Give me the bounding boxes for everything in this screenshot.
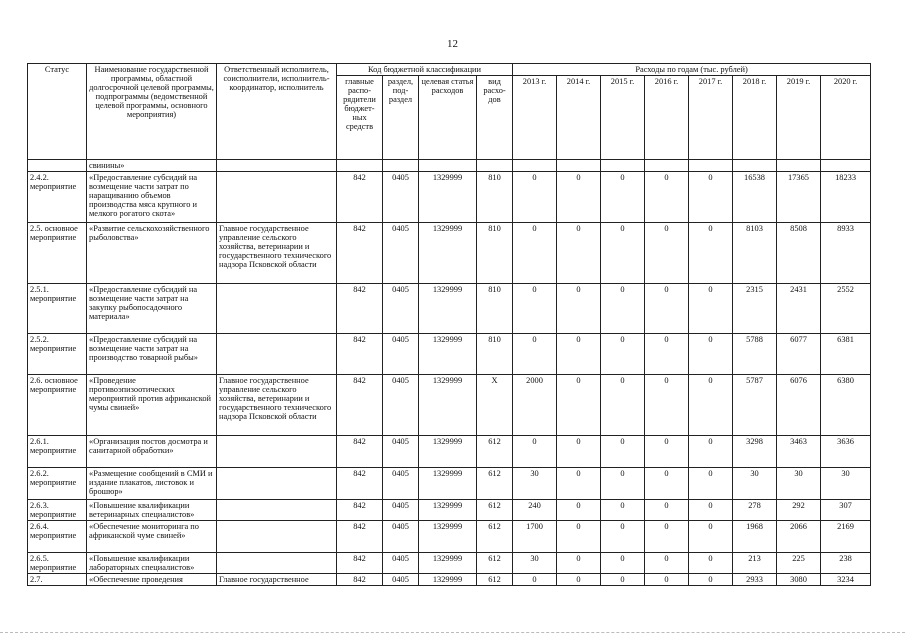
row-expense-value: 0: [557, 284, 601, 334]
row-expense-value: 240: [513, 500, 557, 521]
row-vr: 612: [477, 436, 513, 468]
row-responsible: [217, 160, 337, 172]
row-expense-value: 0: [689, 468, 733, 500]
row-grbs: 842: [337, 500, 383, 521]
row-expense-value: 3298: [733, 436, 777, 468]
row-expense-value: 0: [645, 574, 689, 586]
row-expense-value: 3463: [777, 436, 821, 468]
row-expense-value: 0: [645, 375, 689, 436]
row-expense-value: 0: [601, 284, 645, 334]
header-csr: целевая статья расходов: [419, 76, 477, 160]
row-expense-value: 2000: [513, 375, 557, 436]
table-row: [28, 160, 871, 172]
row-status: 2.5.1. мероприятие: [28, 284, 87, 334]
row-expense-value: 0: [557, 574, 601, 586]
row-expense-value: 0: [689, 574, 733, 586]
row-expense-value: 0: [645, 468, 689, 500]
row-vr: X: [477, 375, 513, 436]
header-year: 2016 г.: [645, 76, 689, 160]
row-status: 2.6.2. мероприятие: [28, 468, 87, 500]
row-expense-value: 30: [777, 468, 821, 500]
row-csr: 1329999: [419, 500, 477, 521]
row-name: «Предоставление субсидий на возмещение части затрат по наращиванию объемов производства мяса крупного и мелкого рогатого скота»: [87, 172, 217, 223]
table-row: [28, 521, 871, 553]
scan-edge-line: [0, 632, 905, 634]
row-expense-value: 0: [557, 436, 601, 468]
row-razdel: 0405: [383, 574, 419, 586]
header-row-1: [28, 64, 871, 76]
row-status: 2.6.1. мероприятие: [28, 436, 87, 468]
row-expense-value: 16538: [733, 172, 777, 223]
row-name: «Проведение противоэпизоотических мероприятий против африканской чумы свиней»: [87, 375, 217, 436]
row-expense-value: 0: [513, 436, 557, 468]
table-row: [28, 574, 871, 586]
row-responsible: [217, 334, 337, 375]
row-status: 2.6. основное мероприятие: [28, 375, 87, 436]
row-razdel: [383, 160, 419, 172]
row-expense-value: 30: [821, 468, 871, 500]
header-razdel: раздел, под-раздел: [383, 76, 419, 160]
row-responsible: [217, 468, 337, 500]
row-expense-value: 0: [513, 223, 557, 284]
row-vr: 810: [477, 284, 513, 334]
header-expenses: Расходы по годам (тыс. рублей): [513, 64, 871, 76]
row-expense-value: 5788: [733, 334, 777, 375]
row-responsible: [217, 553, 337, 574]
header-year: 2020 г.: [821, 76, 871, 160]
row-expense-value: 0: [601, 574, 645, 586]
row-razdel: 0405: [383, 500, 419, 521]
row-expense-value: [689, 160, 733, 172]
row-expense-value: 0: [689, 223, 733, 284]
row-csr: [419, 160, 477, 172]
header-vr: вид расхо-дов: [477, 76, 513, 160]
row-csr: 1329999: [419, 436, 477, 468]
row-responsible: [217, 436, 337, 468]
row-razdel: 0405: [383, 375, 419, 436]
row-status: 2.6.4. мероприятие: [28, 521, 87, 553]
row-expense-value: 0: [689, 334, 733, 375]
table-row: [28, 334, 871, 375]
table-row: [28, 468, 871, 500]
row-name: «Организация постов досмотра и санитарной обработки»: [87, 436, 217, 468]
row-expense-value: 0: [557, 375, 601, 436]
row-expense-value: 225: [777, 553, 821, 574]
row-grbs: 842: [337, 172, 383, 223]
row-status: 2.6.5. мероприятие: [28, 553, 87, 574]
row-expense-value: 0: [601, 334, 645, 375]
row-vr: 612: [477, 468, 513, 500]
row-name: «Обеспечение мониторинга по африканской чуме свиней»: [87, 521, 217, 553]
row-razdel: 0405: [383, 284, 419, 334]
header-year: 2013 г.: [513, 76, 557, 160]
row-grbs: 842: [337, 284, 383, 334]
row-expense-value: 0: [513, 284, 557, 334]
row-name: «Повышение квалификации ветеринарных специалистов»: [87, 500, 217, 521]
row-csr: 1329999: [419, 334, 477, 375]
row-expense-value: 0: [645, 521, 689, 553]
row-status: 2.5.2. мероприятие: [28, 334, 87, 375]
row-expense-value: 0: [645, 500, 689, 521]
row-expense-value: 0: [557, 521, 601, 553]
row-csr: 1329999: [419, 553, 477, 574]
row-expense-value: [777, 160, 821, 172]
row-expense-value: 6381: [821, 334, 871, 375]
row-expense-value: 0: [689, 521, 733, 553]
row-expense-value: 0: [601, 436, 645, 468]
row-expense-value: 0: [601, 375, 645, 436]
row-expense-value: 0: [601, 500, 645, 521]
row-expense-value: 0: [645, 284, 689, 334]
row-responsible: [217, 172, 337, 223]
table-row: [28, 553, 871, 574]
row-grbs: 842: [337, 223, 383, 284]
row-razdel: 0405: [383, 334, 419, 375]
row-expense-value: 238: [821, 553, 871, 574]
row-expense-value: 17365: [777, 172, 821, 223]
row-status: [28, 160, 87, 172]
row-expense-value: 278: [733, 500, 777, 521]
row-expense-value: 0: [689, 375, 733, 436]
row-expense-value: 0: [645, 334, 689, 375]
row-status: 2.7.: [28, 574, 87, 586]
table-row: [28, 375, 871, 436]
row-expense-value: 0: [689, 284, 733, 334]
row-expense-value: 0: [557, 223, 601, 284]
row-expense-value: 0: [645, 172, 689, 223]
row-csr: 1329999: [419, 521, 477, 553]
row-expense-value: 1968: [733, 521, 777, 553]
row-responsible: Главное государственное: [217, 574, 337, 586]
row-name: «Повышение квалификации лабораторных специалистов»: [87, 553, 217, 574]
header-name: Наименование государственной программы, областной долгосрочной целевой программы, подпрограммы (ведомственной целевой программы, основного мероприятия): [87, 64, 217, 160]
row-expense-value: 2315: [733, 284, 777, 334]
row-responsible: [217, 284, 337, 334]
header-year: 2014 г.: [557, 76, 601, 160]
row-expense-value: 292: [777, 500, 821, 521]
header-status: Статус: [28, 64, 87, 160]
row-status: 2.4.2. мероприятие: [28, 172, 87, 223]
row-responsible: [217, 521, 337, 553]
row-razdel: 0405: [383, 553, 419, 574]
row-expense-value: 307: [821, 500, 871, 521]
row-csr: 1329999: [419, 172, 477, 223]
table-row: [28, 172, 871, 223]
row-vr: 612: [477, 521, 513, 553]
row-name: свинины»: [87, 160, 217, 172]
row-expense-value: 0: [557, 468, 601, 500]
row-grbs: 842: [337, 574, 383, 586]
row-expense-value: 5787: [733, 375, 777, 436]
row-vr: 612: [477, 553, 513, 574]
header-grbs: главные распо-рядители бюджет-ных средств: [337, 76, 383, 160]
row-expense-value: 0: [557, 553, 601, 574]
row-status: 2.6.3. мероприятие: [28, 500, 87, 521]
row-expense-value: 30: [513, 553, 557, 574]
row-expense-value: 0: [689, 500, 733, 521]
row-expense-value: 18233: [821, 172, 871, 223]
header-budget-code: Код бюджетной классификации: [337, 64, 513, 76]
header-year: 2017 г.: [689, 76, 733, 160]
row-responsible: Главное государственное управление сельского хозяйства, ветеринарии и государственного технического надзора Псковской области: [217, 223, 337, 284]
row-expense-value: 0: [601, 521, 645, 553]
row-vr: [477, 160, 513, 172]
row-status: 2.5. основное мероприятие: [28, 223, 87, 284]
page-number: 12: [447, 38, 458, 50]
header-responsible: Ответственный исполнитель, соисполнители, исполнитель-координатор, исполнитель: [217, 64, 337, 160]
row-expense-value: 3234: [821, 574, 871, 586]
row-expense-value: 0: [689, 553, 733, 574]
row-expense-value: 213: [733, 553, 777, 574]
row-name: «Обеспечение проведения: [87, 574, 217, 586]
row-grbs: 842: [337, 334, 383, 375]
row-expense-value: 0: [557, 172, 601, 223]
row-expense-value: 2933: [733, 574, 777, 586]
row-expense-value: 0: [601, 172, 645, 223]
row-expense-value: 0: [513, 574, 557, 586]
row-expense-value: 8508: [777, 223, 821, 284]
row-vr: 612: [477, 500, 513, 521]
row-expense-value: 0: [645, 223, 689, 284]
row-expense-value: 1700: [513, 521, 557, 553]
row-name: «Развитие сельскохозяйственного рыболовства»: [87, 223, 217, 284]
row-expense-value: 30: [733, 468, 777, 500]
header-year: 2015 г.: [601, 76, 645, 160]
row-expense-value: 6076: [777, 375, 821, 436]
row-csr: 1329999: [419, 223, 477, 284]
row-expense-value: 30: [513, 468, 557, 500]
budget-table: [27, 63, 871, 586]
row-expense-value: [645, 160, 689, 172]
row-responsible: Главное государственное управление сельского хозяйства, ветеринарии и государственного технического надзора Псковской области: [217, 375, 337, 436]
row-grbs: 842: [337, 375, 383, 436]
table-row: [28, 284, 871, 334]
row-name: «Размещение сообщений в СМИ и издание плакатов, листовок и брошюр»: [87, 468, 217, 500]
row-vr: 810: [477, 172, 513, 223]
table-body: [28, 160, 871, 586]
table-row: [28, 223, 871, 284]
row-vr: 810: [477, 334, 513, 375]
row-expense-value: [601, 160, 645, 172]
row-expense-value: [513, 160, 557, 172]
row-csr: 1329999: [419, 375, 477, 436]
row-name: «Предоставление субсидий на возмещение части затрат на закупку рыбопосадочного материала»: [87, 284, 217, 334]
row-razdel: 0405: [383, 468, 419, 500]
row-expense-value: 3636: [821, 436, 871, 468]
row-csr: 1329999: [419, 284, 477, 334]
table-row: [28, 436, 871, 468]
row-grbs: 842: [337, 436, 383, 468]
row-grbs: 842: [337, 553, 383, 574]
row-responsible: [217, 500, 337, 521]
row-expense-value: 2169: [821, 521, 871, 553]
row-expense-value: [557, 160, 601, 172]
row-vr: 810: [477, 223, 513, 284]
row-expense-value: 0: [513, 172, 557, 223]
row-expense-value: [733, 160, 777, 172]
row-csr: 1329999: [419, 468, 477, 500]
row-csr: 1329999: [419, 574, 477, 586]
row-grbs: 842: [337, 521, 383, 553]
header-year: 2018 г.: [733, 76, 777, 160]
row-expense-value: 0: [645, 436, 689, 468]
row-expense-value: 6077: [777, 334, 821, 375]
row-expense-value: 2066: [777, 521, 821, 553]
row-expense-value: 8103: [733, 223, 777, 284]
row-razdel: 0405: [383, 223, 419, 284]
row-razdel: 0405: [383, 436, 419, 468]
row-name: «Предоставление субсидий на возмещение части затрат на производство товарной рыбы»: [87, 334, 217, 375]
header-year: 2019 г.: [777, 76, 821, 160]
table-row: [28, 500, 871, 521]
row-expense-value: 0: [513, 334, 557, 375]
row-grbs: 842: [337, 468, 383, 500]
row-expense-value: 0: [557, 500, 601, 521]
row-expense-value: 0: [689, 436, 733, 468]
row-razdel: 0405: [383, 172, 419, 223]
row-expense-value: 2552: [821, 284, 871, 334]
row-vr: 612: [477, 574, 513, 586]
row-razdel: 0405: [383, 521, 419, 553]
row-expense-value: [821, 160, 871, 172]
row-expense-value: 0: [689, 172, 733, 223]
row-expense-value: 2431: [777, 284, 821, 334]
row-expense-value: 0: [601, 223, 645, 284]
row-expense-value: 0: [601, 553, 645, 574]
row-expense-value: 0: [601, 468, 645, 500]
row-expense-value: 3080: [777, 574, 821, 586]
row-grbs: [337, 160, 383, 172]
row-expense-value: 6380: [821, 375, 871, 436]
row-expense-value: 0: [557, 334, 601, 375]
row-expense-value: 8933: [821, 223, 871, 284]
row-expense-value: 0: [645, 553, 689, 574]
